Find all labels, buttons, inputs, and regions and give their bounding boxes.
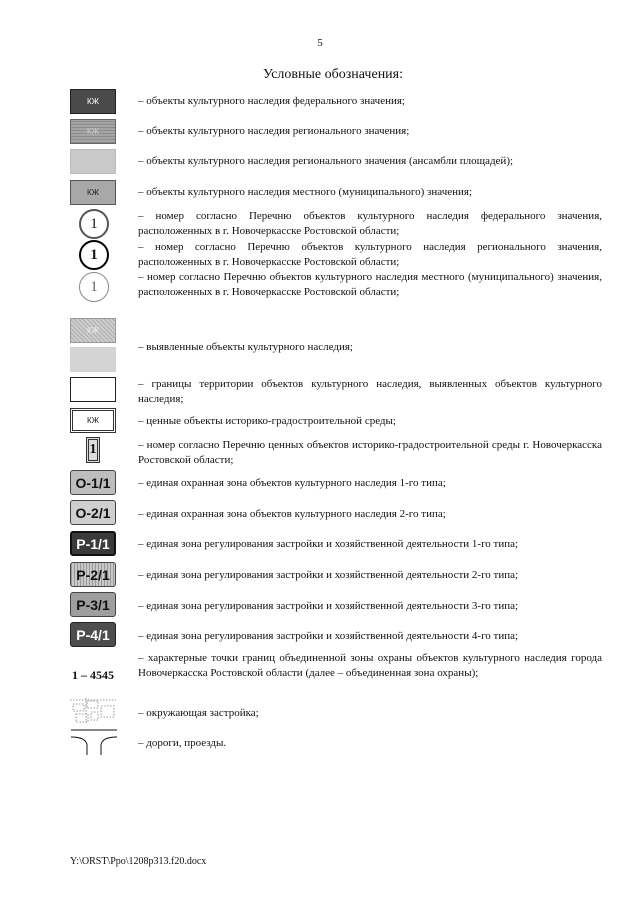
legend-text: – номер согласно Перечню объектов культурного наследия федерального значения, расположенных в г. Новочеркасске Ростовской области; (138, 210, 602, 237)
valuable-object-symbol: КЖ (70, 408, 116, 433)
legend-text: – объекты культурного наследия регионального значения; (138, 125, 410, 137)
zone-o2-symbol: О-2/1 (70, 500, 116, 525)
identified-object-symbol: КЖ (70, 318, 116, 343)
zone-r4-symbol: Р-4/1 (70, 622, 116, 647)
legend-text: – объекты культурного наследия федерального значения; (138, 95, 405, 107)
page-title: Условные обозначения: (262, 67, 404, 82)
surrounding-buildings-icon (70, 698, 118, 724)
zone-r3-symbol: Р-3/1 (70, 592, 116, 617)
zone-r2-symbol: Р-2/1 (70, 562, 116, 587)
legend-text: – ценные объекты историко-градостроительной среды; (138, 415, 396, 427)
legend-text: – номер согласно Перечню объектов культурного наследия местного (муниципального) значения, расположенных в г. Новочеркасске Ростовской области; (138, 271, 602, 298)
legend-text: – единая зона регулирования застройки и хозяйственной деятельности 4-го типа; (138, 630, 519, 642)
legend-text: – номер согласно Перечню объектов культурного наследия регионального значения, расположенных в г. Новочеркасске Ростовской области; (138, 241, 602, 268)
legend-text: – единая зона регулирования застройки и хозяйственной деятельности 3-го типа; (138, 600, 519, 612)
regional-object-symbol: КЖ (70, 119, 116, 144)
legend-text: – единая зона регулирования застройки и хозяйственной деятельности 2-го типа; (138, 569, 519, 581)
valuable-number-symbol: 1 (86, 437, 100, 463)
local-object-symbol: КЖ (70, 180, 116, 205)
boundary-points-label: 1 – 4545 (72, 668, 114, 682)
federal-object-symbol: КЖ (70, 89, 116, 114)
legend-text: – объекты культурного наследия местного (муниципального) значения; (138, 186, 473, 198)
legend-text: – окружающая застройка; (138, 707, 259, 719)
identified-object-symbol-alt (70, 347, 116, 372)
legend-text: – дороги, проезды. (138, 737, 227, 749)
legend-text: – единая зона регулирования застройки и хозяйственной деятельности 1-го типа; (138, 538, 519, 550)
boundary-symbol (70, 377, 116, 402)
legend-text: – единая охранная зона объектов культурного наследия 2-го типа; (138, 508, 446, 520)
roads-icon (70, 728, 118, 756)
local-number-circle: 1 (79, 272, 109, 302)
legend-text: – выявленные объекты культурного наследия; (138, 341, 353, 353)
document-footer-path: Y:\ORST\Ppo\1208p313.f20.docx (70, 856, 207, 867)
zone-r1-symbol: Р-1/1 (70, 531, 116, 556)
ensemble-symbol (70, 149, 116, 174)
legend-text: – объекты культурного наследия регионального значения (ансамбли площадей); (138, 155, 514, 167)
federal-number-circle: 1 (79, 209, 109, 239)
legend-text: – характерные точки границ объединенной зоны охраны объектов культурного наследия города Новочеркасска Ростовской области (далее – объединенная зона охраны); (138, 652, 602, 679)
legend-text: – номер согласно Перечню ценных объектов историко-градостроительной среды г. Новочеркасска Ростовской области; (138, 439, 602, 466)
page-number: 5 (317, 37, 323, 49)
regional-number-circle: 1 (79, 240, 109, 270)
legend-text: – единая охранная зона объектов культурного наследия 1-го типа; (138, 477, 446, 489)
zone-o1-symbol: О-1/1 (70, 470, 116, 495)
legend-text: – границы территории объектов культурного наследия, выявленных объектов культурного наследия; (138, 378, 602, 405)
